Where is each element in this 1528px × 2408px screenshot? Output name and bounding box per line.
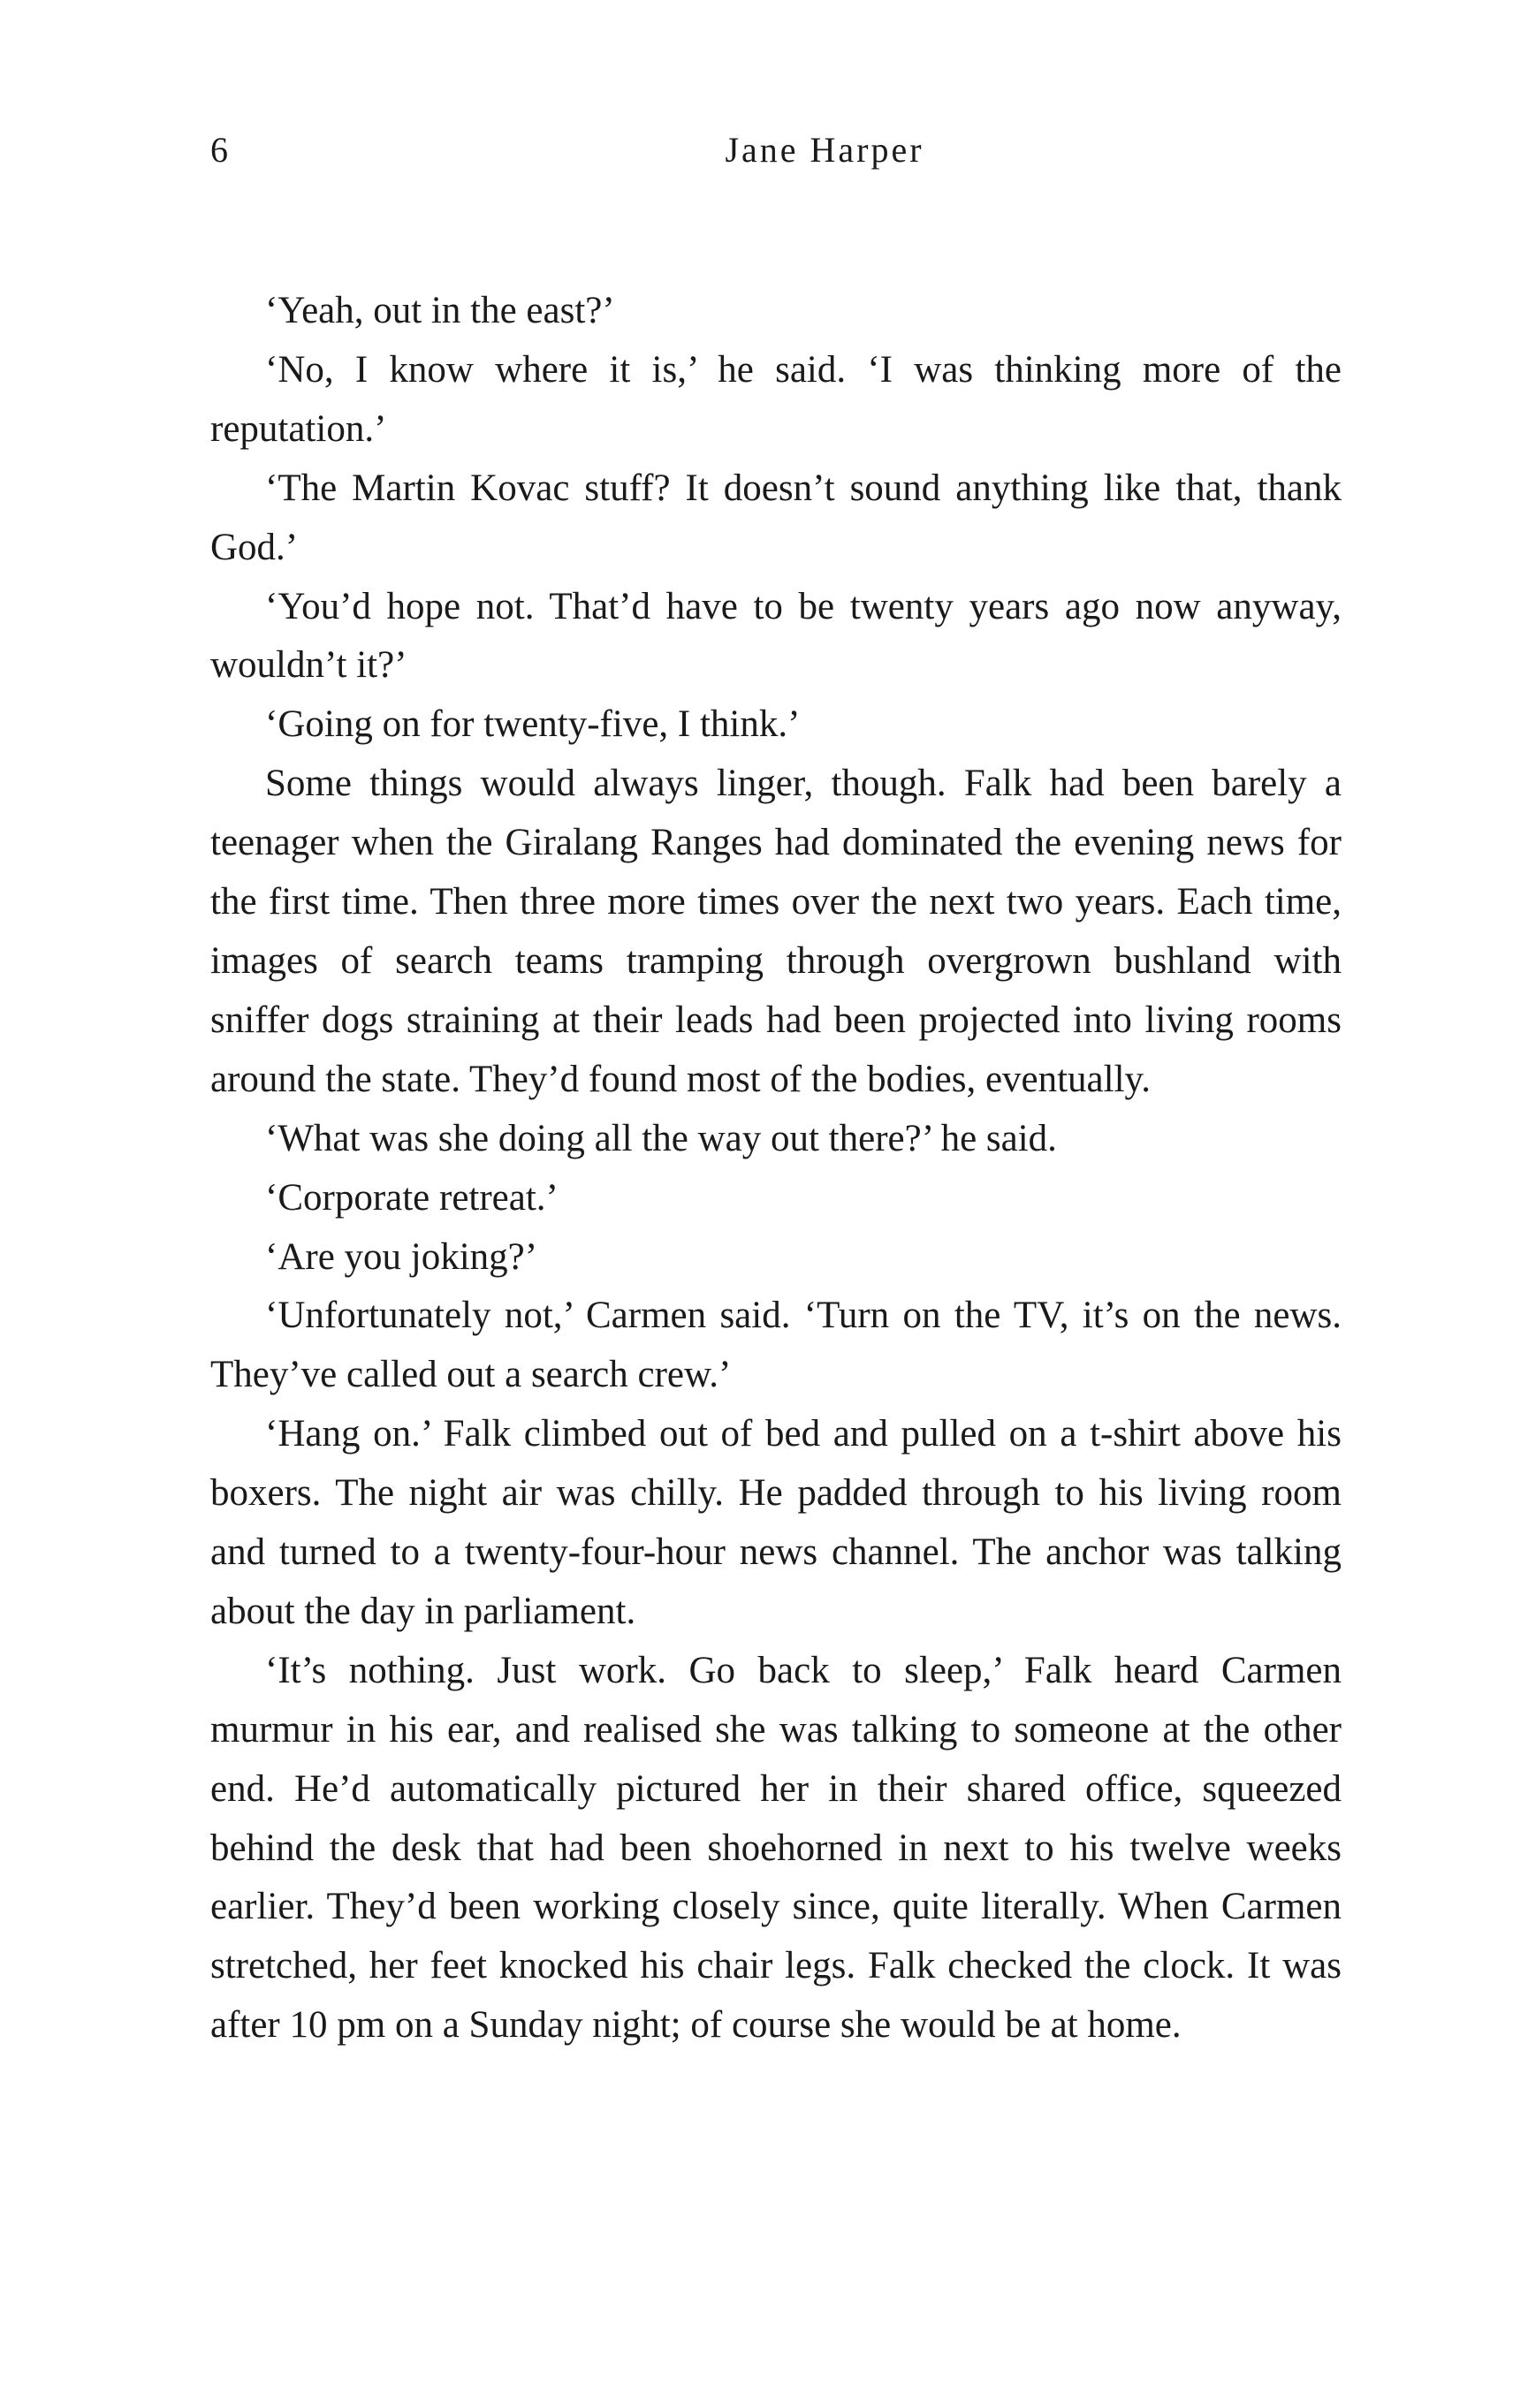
paragraph: ‘It’s nothing. Just work. Go back to sleep,’ Falk heard Carmen murmur in his ear, and realised she was talking to someone at the other end. He’d automatically pictured her in their shared office, squeezed behind the desk that had been shoehorned in next to his twelve weeks earlier. They’d been working closely since, quite literally. When Carmen stretched, her feet knocked his chair legs. Falk checked the clock. It was after 10 pm on a Sunday night; of course she would be at home. [210,1649,1342,2047]
running-head [210,124,1342,177]
paragraph: ‘No, I know where it is,’ he said. ‘I was thinking more of the reputation.’ [210,348,1342,450]
paragraph: ‘What was she doing all the way out there?’ he said. [265,1117,1057,1159]
paragraph: ‘You’d hope not. That’d have to be twenty years ago now anyway, wouldn’t it?’ [210,585,1342,687]
paragraph: ‘The Martin Kovac stuff? It doesn’t sound anything like that, thank God.’ [210,467,1342,568]
page-number: 6 [210,130,228,170]
body-text [210,282,1342,2055]
paragraph: ‘Unfortunately not,’ Carmen said. ‘Turn on the TV, it’s on the news. They’ve called out a search crew.’ [210,1295,1342,1396]
paragraph: ‘Corporate retreat.’ [265,1176,559,1219]
paragraph: ‘Going on for twenty-five, I think.’ [265,703,801,746]
running-title: Jane Harper [725,130,924,170]
paragraph: ‘Yeah, out in the east?’ [265,290,615,331]
paragraph: ‘Are you joking?’ [265,1235,538,1278]
paragraph: ‘Hang on.’ Falk climbed out of bed and pulled on a t-shirt above his boxers. The night air was chilly. He padded through to his living room and turned to a twenty-four-hour news channel. The anchor was talking about the day in parliament. [210,1413,1342,1632]
paragraph: Some things would always linger, though. Falk had been barely a teenager when the Giralang Ranges had dominated the evening news for the first time. Then three more times over the next two years. Each time, images of search teams tramping through overgrown bushland with sniffer dogs straining at their leads had been projected into living rooms around the state. They’d found most of the bodies, eventually. [210,763,1342,1100]
